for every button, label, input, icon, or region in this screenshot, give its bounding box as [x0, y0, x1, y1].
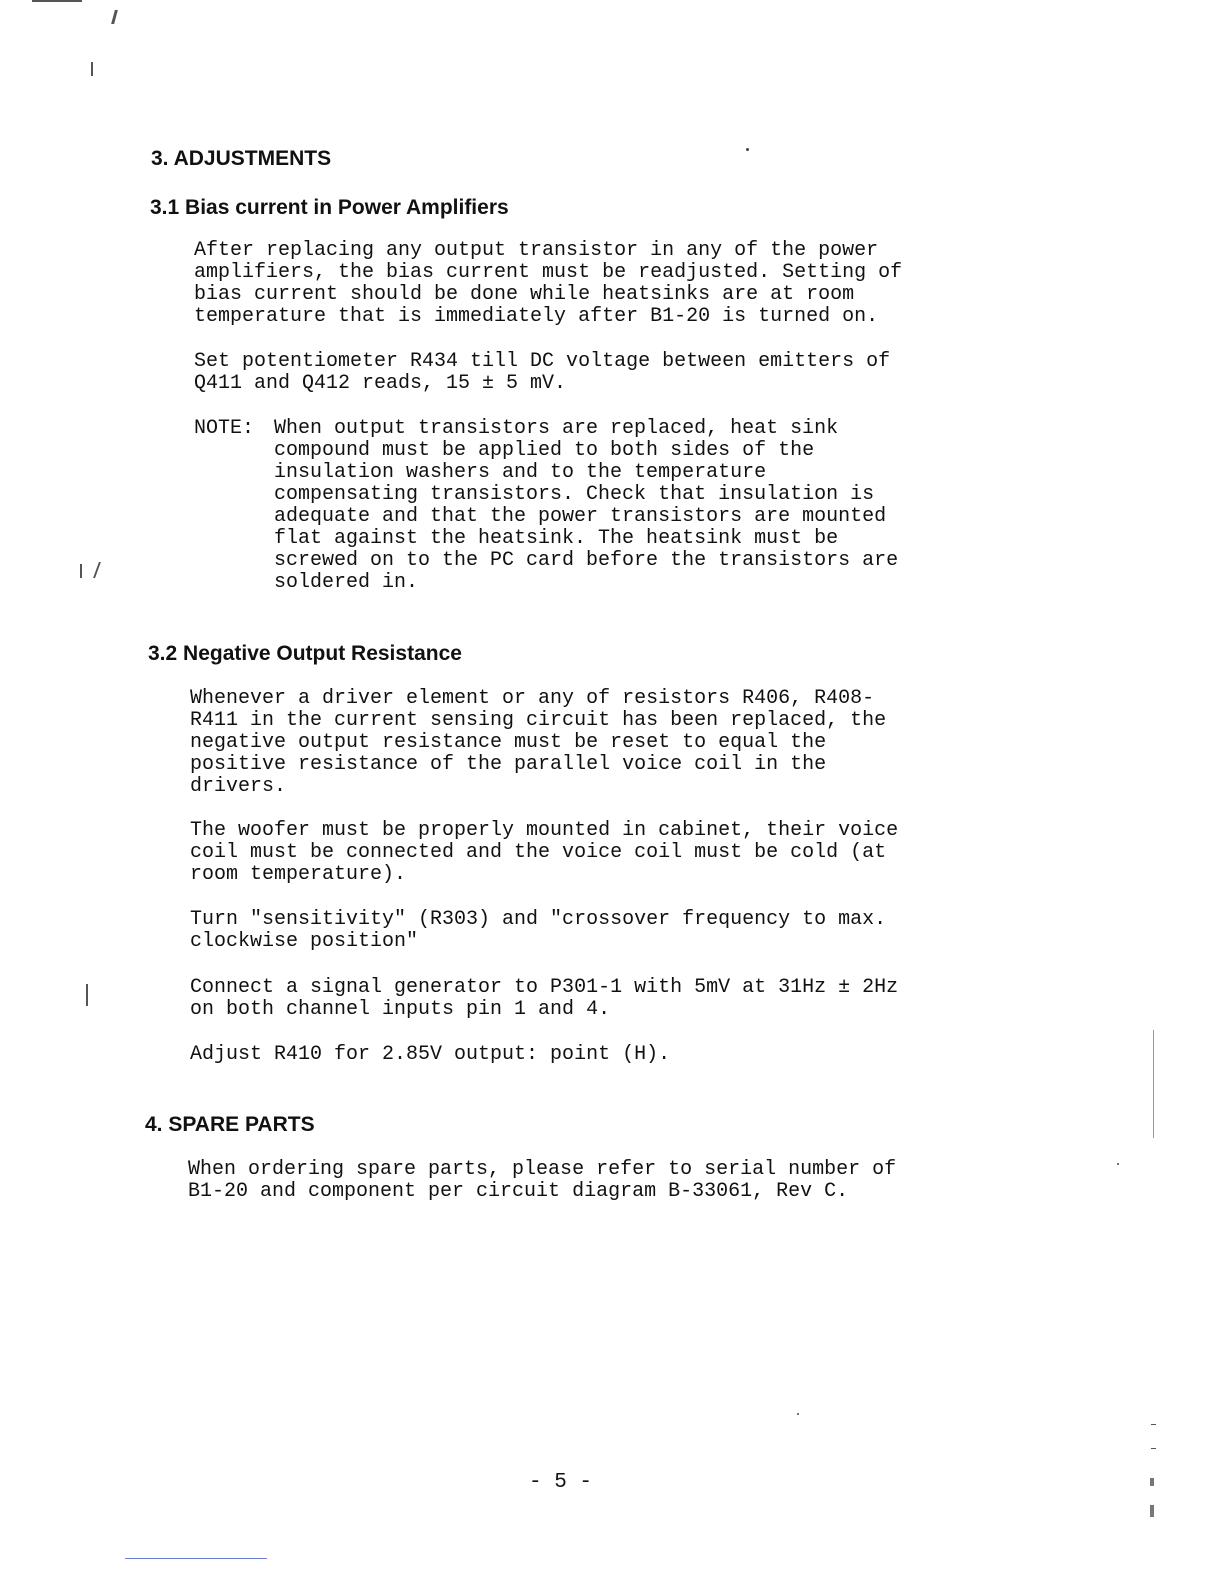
section-heading-spare-parts: 4. SPARE PARTS: [145, 1113, 315, 1136]
scan-mark: [1150, 1478, 1154, 1486]
subsection-heading-bias-current: 3.1 Bias current in Power Amplifiers: [150, 196, 509, 219]
paragraph-potentiometer-setting: Set potentiometer R434 till DC voltage between emitters of Q411 and Q412 reads, 15 ± 5 mV.: [194, 350, 891, 395]
page-number: - 5 -: [529, 1471, 593, 1494]
scan-mark: [1153, 1030, 1154, 1138]
footer-rule: [125, 1558, 267, 1559]
paragraph-woofer-mounting: The woofer must be properly mounted in cabinet, their voice coil must be connected and the voice coil must be cold (at room temperature).: [190, 819, 899, 886]
scan-mark: [91, 62, 93, 76]
paragraph-adjust-r410: Adjust R410 for 2.85V output: point (H).: [190, 1043, 671, 1066]
scan-speck: [746, 148, 749, 151]
scan-speck: [1117, 1163, 1119, 1165]
scan-mark: [1151, 1448, 1156, 1449]
scan-mark: [32, 0, 82, 2]
scan-mark: [111, 10, 118, 24]
paragraph-spare-parts-ordering: When ordering spare parts, please refer to serial number of B1-20 and component per circuit diagram B-33061, Rev C.: [188, 1158, 897, 1203]
paragraph-signal-generator: Connect a signal generator to P301-1 with 5mV at 31Hz ± 2Hz on both channel inputs pin 1 and 4.: [190, 976, 899, 1021]
paragraph-driver-replacement: Whenever a driver element or any of resistors R406, R408- R411 in the current sensing circuit has been replaced, the negative output resistance must be reset to equal the positive resistance of the parallel voice coil in the drivers.: [190, 687, 887, 798]
scan-mark: [1150, 1505, 1154, 1517]
paragraph-bias-replacement: After replacing any output transistor in any of the power amplifiers, the bias current must be readjusted. Setting of bias current should be done while heatsinks are at room temperature that is immediately after B1-20 is turned on.: [194, 239, 903, 328]
scan-mark: [86, 984, 88, 1006]
paragraph-turn-controls: Turn "sensitivity" (R303) and "crossover frequency to max. clockwise position": [190, 908, 887, 953]
note-text: When output transistors are replaced, heat sink compound must be applied to both sides of the insulation washers and to the temperature compensating transistors. Check that insulation is adequate and that the power transistors are mounted flat against the heatsink. The heatsink must be screwed on to the PC card before the transistors are soldered in.: [274, 417, 899, 594]
section-heading-adjustments: 3. ADJUSTMENTS: [151, 147, 332, 170]
subsection-heading-negative-output-resistance: 3.2 Negative Output Resistance: [148, 642, 462, 665]
scan-speck: [797, 1413, 799, 1415]
scan-mark: [1151, 1424, 1156, 1425]
note-label: NOTE:: [194, 417, 255, 440]
scan-mark: [80, 564, 82, 578]
scan-mark: [93, 562, 101, 578]
